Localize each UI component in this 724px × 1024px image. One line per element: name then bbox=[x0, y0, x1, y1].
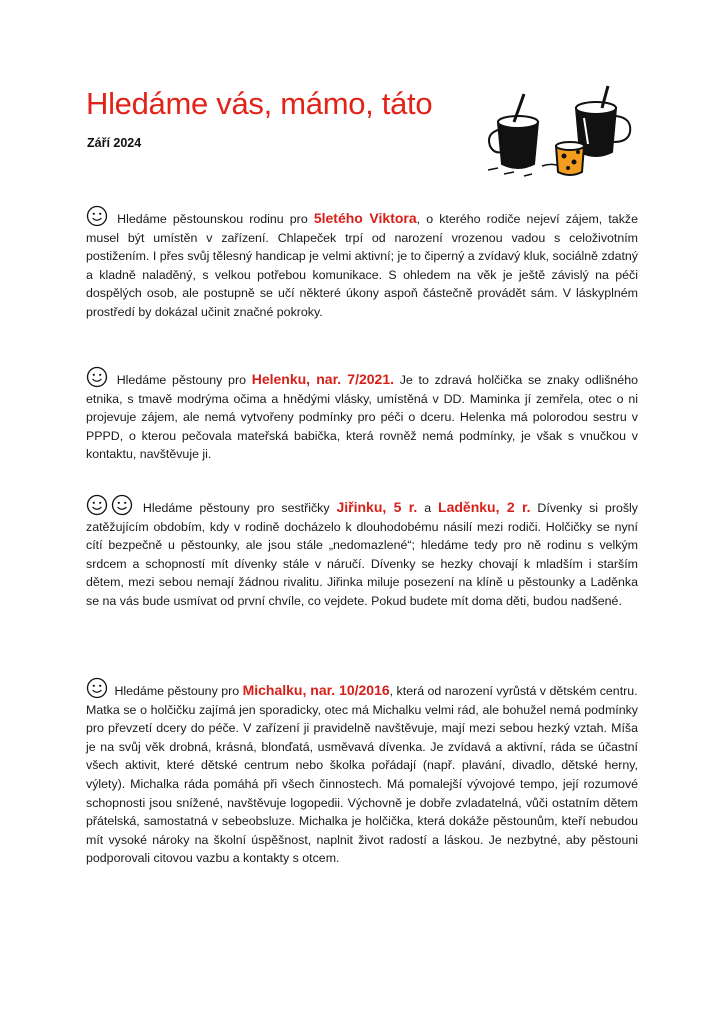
child-listing-michalka bbox=[86, 677, 638, 868]
issue-date: Září 2024 bbox=[87, 136, 142, 150]
listing-text: , která od narození vyrůstá v dětském centru. bbox=[389, 684, 638, 698]
listing-intro: Hledáme pěstouny pro bbox=[116, 373, 252, 387]
smiley-icon bbox=[86, 677, 108, 699]
listing-connector: a bbox=[417, 501, 439, 515]
smiley-icon bbox=[86, 205, 108, 227]
listing-text: Dívenky si prošly zatěžujícím obdobím, kdy v rodině docházelo k dlouhodobému násilí mezi rodiči. Holčičky se nyní cítí bezpečně u pěstounky, ale jsou stále „nedomazlené“; hledáme tedy pro ně rodinu s velkým srdcem a schopností mít dívenky stále v náručí. Dívenky se hezky chovají k mladším i starším dětem, mezi sebou nemají žádnou rivalitu. Jiřinka miluje posezení na klíně u pěstounky a Laděnka se na vás bude usmívat od první chvíle, co vejdete. Pokud budete mít doma děti, budou nadšené. bbox=[86, 501, 638, 608]
child-name: Michalku, nar. 10/2016 bbox=[242, 682, 390, 698]
child-name: Helenku, nar. 7/2021. bbox=[251, 371, 395, 387]
coffee-mugs-illustration bbox=[484, 82, 640, 178]
listing-continuation: Matka se o holčičku zajímá jen sporadicky, otec má Michalku velmi rád, ale bohužel nemá podmínky pro převzetí dcery do péče. V zařízení ji pravidelně navštěvuje, mají mezi sebou hezký vztah. Míša je na svůj věk drobná, krásná, blonďatá, usměvavá dívenka. Je zvídavá a aktivní, ráda se účastní všech aktivit, které dětské centrum nebo školka pořádají (např. plavání, divadlo, dětské herny, výlety). Michalka ráda pomáhá při všech činnostech. Má pomalejší vývojové tempo, její rozumové schopnosti jsou snížené, navštěvuje logopedii. Výchovně je dobře zvladatelná, vůči ostatním dětem přátelská, samostatná v sebeobsluze. Michalka je holčička, která dokáže pěstounům, kteří nebudou mít vysoké nároky na školní úspěšnost, naplnit život radostí a láskou. Je nezbytné, aby pěstouni podporovali citovou vazbu a kontakty s otcem. bbox=[86, 702, 638, 866]
child-listing-viktor bbox=[86, 205, 638, 322]
child-listing-helenka bbox=[86, 366, 638, 464]
smiley-icon bbox=[86, 494, 108, 516]
smiley-icon bbox=[111, 494, 133, 516]
smiley-icon bbox=[86, 366, 108, 388]
child-name-2: Laděnku, 2 r. bbox=[438, 499, 531, 515]
listing-intro: Hledáme pěstouny pro sestřičky bbox=[142, 501, 337, 515]
listing-text: , o kterého rodiče nejeví zájem, takže musel být umístěn v zařízení. Chlapeček trpí od narození vrozenou vadou s celoživotním postižením. I přes svůj tělesný handicap je velmi aktivní; je to čiperný a zvídavý kluk, sociálně zdatný a kladně naladěný, s velkou potřebou komunikace. S ohledem na věk je ještě závislý na péči dospělých osob, ale postupně se učí některé úkony aspoň částečně provádět sám. V láskyplném prostředí by dokázal učinit značné pokroky. bbox=[86, 212, 638, 319]
listing-intro: Hledáme pěstouny pro bbox=[114, 684, 243, 698]
page-title: Hledáme vás, mámo, táto bbox=[86, 86, 433, 121]
child-listing-sisters bbox=[86, 494, 638, 611]
child-name: Jiřinku, 5 r. bbox=[336, 499, 418, 515]
listing-text: Je to zdravá holčička se znaky odlišného etnika, s tmavě modrýma očima a hnědými vlásky, umístěná v DD. Maminka jí zemřela, otec o ni projevuje zájem, ale nemá vytvořeny podmínky pro péči o dceru. Helenka má polorodou sestru v PPPD, o kterou pečovala mateřská babička, která rovněž nemá podmínky, je však s vnučkou v kontaktu, navštěvuje ji. bbox=[86, 373, 638, 462]
child-name: 5letého Viktora bbox=[313, 210, 417, 226]
listing-intro: Hledáme pěstounskou rodinu pro bbox=[117, 212, 314, 226]
